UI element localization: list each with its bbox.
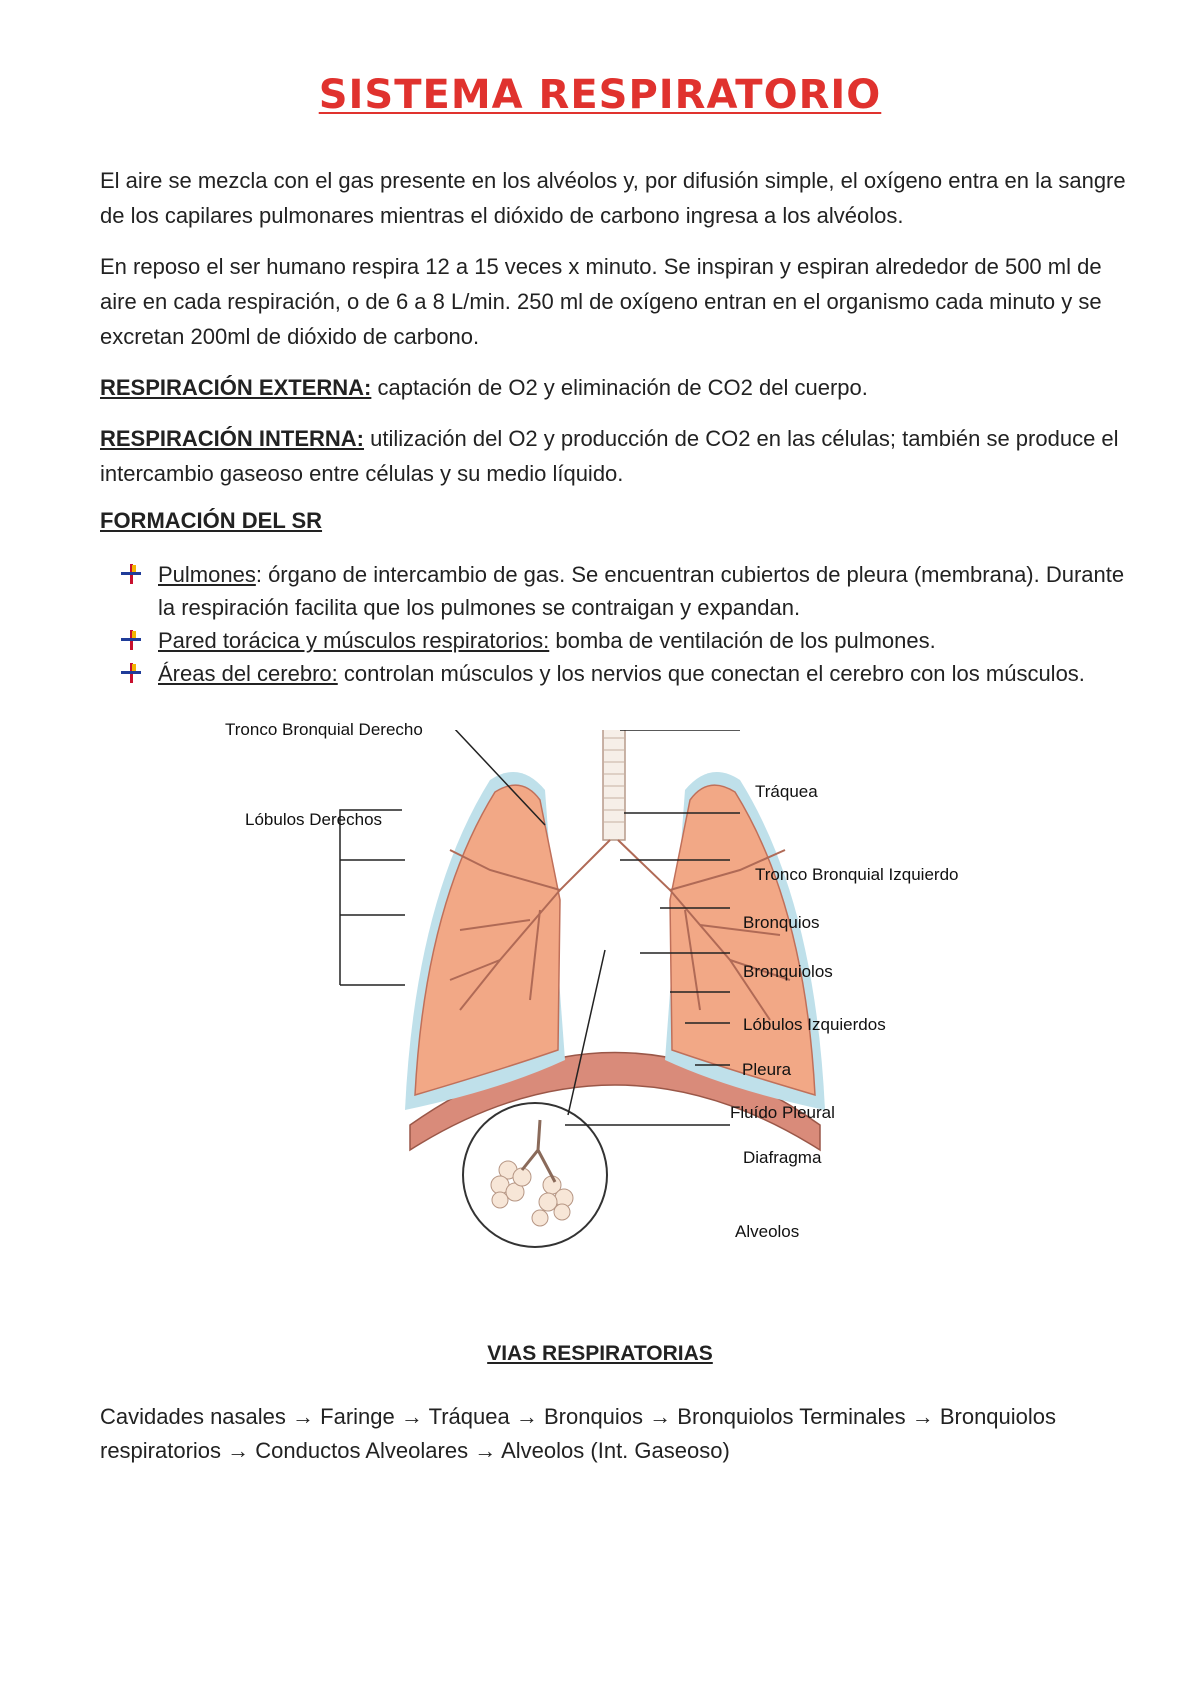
paragraph-difusion: El aire se mezcla con el gas presente en los alvéolos y, por difusión simple, el oxígeno entra en la sangre de los capilares pulmonares mientras el dióxido de carbono ingresa a los alvéolos.: [100, 168, 1126, 228]
arrow-right-icon: →: [911, 1404, 934, 1429]
definition-externa-label: RESPIRACIÓN EXTERNA:: [100, 375, 372, 400]
item-text: : órgano de intercambio de gas. Se encuentran cubiertos de pleura (membrana). Durante la respiración facilita que los pulmones se contraigan y expandan.: [158, 562, 1125, 620]
arrow-right-icon: →: [400, 1404, 423, 1429]
definition-interna: [100, 421, 1130, 491]
label-pleura: Pleura: [742, 1060, 792, 1079]
label-traquea: Tráquea: [755, 782, 818, 801]
via-step: Tráquea: [428, 1404, 510, 1429]
item-term: Pulmones: [158, 562, 256, 587]
definition-interna-text: utilización del O2 y producción de CO2 en las células; también se produce el intercambio gaseoso entre células y su medio líquido.: [100, 426, 1119, 486]
arrow-right-icon: →: [649, 1404, 672, 1429]
label-tronco-derecho: Tronco Bronquial Derecho: [225, 720, 423, 739]
arrow-right-icon: →: [227, 1438, 250, 1463]
arrow-right-icon: →: [515, 1404, 538, 1429]
item-term: Áreas del cerebro:: [158, 661, 338, 686]
paragraph-reposo: En reposo el ser humano respira 12 a 15 veces x minuto. Se inspiran y espiran alrededor de 500 ml de aire en cada respiración, o de 6 a 8 L/min. 250 ml de oxígeno entran en el organismo cada minuto y se excretan 200ml de dióxido de carbono.: [100, 254, 1102, 349]
left-lung-shape: [670, 785, 815, 1095]
item-term: Pared torácica y músculos respiratorios:: [158, 628, 550, 653]
pushpin-bullet-icon: [120, 629, 142, 651]
formacion-heading: FORMACIÓN DEL SR: [100, 508, 323, 533]
list-item: [118, 657, 1128, 703]
via-step: Bronquios: [543, 1404, 644, 1429]
right-lung-shape: [415, 785, 560, 1095]
list-item: [118, 624, 1128, 657]
arrow-right-icon: →: [474, 1438, 497, 1463]
pushpin-bullet-icon: [120, 563, 142, 585]
label-fluido-pleural: Fluído Pleural: [730, 1103, 835, 1122]
via-step: Faringe: [320, 1404, 395, 1429]
via-step: Bronquiolos Terminales: [677, 1404, 906, 1429]
definition-interna-label: RESPIRACIÓN INTERNA:: [100, 426, 365, 451]
label-bronquiolos: Bronquiolos: [743, 962, 833, 981]
via-step: Conductos Alveolares: [255, 1438, 469, 1463]
item-text: bomba de ventilación de los pulmones.: [549, 628, 936, 653]
label-lobulos-izquierdos: Lóbulos Izquierdos: [743, 1015, 886, 1034]
item-text: controlan músculos y los nervios que conectan el cerebro con los músculos.: [337, 661, 1085, 686]
arrow-right-icon: →: [292, 1404, 315, 1429]
vias-heading: VIAS RESPIRATORIAS: [487, 1342, 713, 1365]
pushpin-bullet-icon: [120, 662, 142, 684]
via-step: Bronquiolos respiratorios: [100, 1404, 1057, 1463]
trachea-shape: [603, 730, 625, 840]
lung-diagram: [200, 720, 1100, 1300]
page-title: SISTEMA RESPIRATORIO: [318, 72, 882, 118]
definition-externa-text: captación de O2 y eliminación de CO2 del cuerpo.: [371, 375, 868, 400]
definition-externa: [100, 370, 1130, 405]
label-tronco-izquierdo: Tronco Bronquial Izquierdo: [755, 865, 959, 884]
via-step: Cavidades nasales: [100, 1404, 286, 1429]
label-lobulos-derechos: Lóbulos Derechos: [245, 810, 383, 829]
via-step: Alveolos (Int. Gaseoso): [501, 1438, 730, 1463]
label-alveolos: Alveolos: [735, 1222, 800, 1241]
label-diafragma: Diafragma: [743, 1148, 822, 1167]
vias-flow: [100, 1400, 1140, 1468]
formacion-list: [118, 558, 1128, 703]
label-bronquios: Bronquios: [743, 913, 820, 932]
list-item: [118, 558, 1128, 624]
